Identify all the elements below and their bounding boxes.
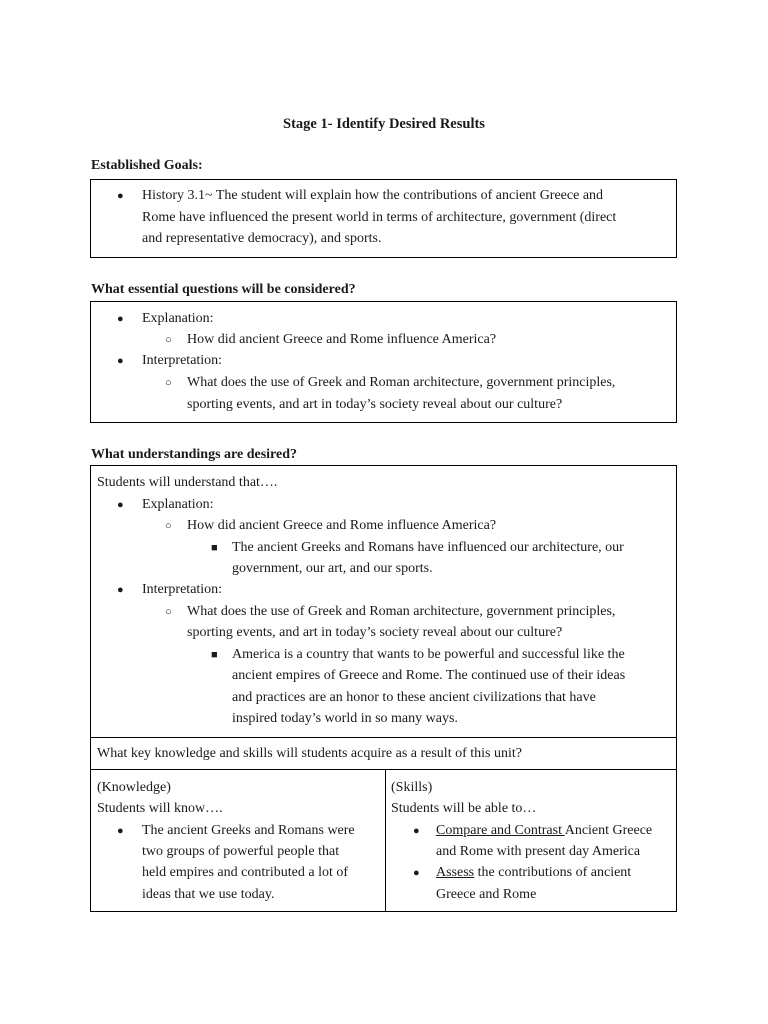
filled-bullet-icon: ● [117, 190, 124, 202]
interpretation-label: Interpretation: [142, 353, 223, 368]
skills-label: (Skills) [391, 780, 433, 795]
hollow-bullet-icon: ○ [165, 377, 172, 389]
interpretation-question: sporting events, and art in today’s society reveal about our culture? [187, 625, 563, 640]
explanation-answer: government, our art, and our sports. [232, 561, 433, 576]
hollow-bullet-icon: ○ [165, 334, 172, 346]
questions-heading: What essential questions will be considered? [91, 282, 356, 297]
knowledge-skills-question: What key knowledge and skills will students acquire as a result of this unit? [97, 746, 522, 761]
interpretation-label: Interpretation: [142, 582, 223, 597]
understandings-table [90, 465, 677, 912]
table-divider [91, 737, 676, 738]
explanation-question: How did ancient Greece and Rome influence America? [187, 332, 497, 347]
table-divider [91, 769, 676, 770]
skill-text: the contributions of ancient [474, 865, 632, 880]
knowledge-intro: Students will know…. [97, 801, 223, 816]
filled-bullet-icon: ● [413, 825, 420, 837]
hollow-bullet-icon: ○ [165, 520, 172, 532]
knowledge-item: The ancient Greeks and Romans were [142, 823, 355, 838]
knowledge-item: two groups of powerful people that [142, 844, 340, 859]
skill-item [436, 862, 631, 884]
explanation-label: Explanation: [142, 497, 214, 512]
skill-verb: Compare and Contrast [436, 823, 565, 838]
explanation-answer: The ancient Greeks and Romans have influenced our architecture, our [232, 540, 624, 555]
interpretation-question: What does the use of Greek and Roman architecture, government principles, [187, 604, 616, 619]
skill-text: Ancient Greece [564, 823, 653, 838]
skill-item [436, 820, 652, 842]
explanation-label: Explanation: [142, 311, 214, 326]
filled-bullet-icon: ● [117, 355, 124, 367]
skills-intro: Students will be able to… [391, 801, 537, 816]
goals-heading: Established Goals: [91, 158, 203, 173]
interpretation-question: What does the use of Greek and Roman architecture, government principles, [187, 375, 616, 390]
filled-bullet-icon: ● [117, 584, 124, 596]
interpretation-answer: ancient empires of Greece and Rome. The continued use of their ideas [232, 668, 626, 683]
goal-line: and representative democracy), and sports. [142, 231, 382, 246]
hollow-bullet-icon: ○ [165, 606, 172, 618]
square-bullet-icon: ■ [211, 649, 218, 661]
column-divider [385, 769, 386, 911]
skill-item-cont: and Rome with present day America [436, 844, 641, 859]
filled-bullet-icon: ● [117, 825, 124, 837]
understandings-heading: What understandings are desired? [91, 447, 298, 462]
interpretation-answer: America is a country that wants to be powerful and successful like the [232, 647, 625, 662]
goal-line: Rome have influenced the present world in terms of architecture, government (direct [142, 210, 617, 225]
page-title: Stage 1- Identify Desired Results [283, 116, 485, 132]
explanation-question: How did ancient Greece and Rome influence America? [187, 518, 497, 533]
interpretation-answer: and practices are an honor to these ancient civilizations that have [232, 690, 596, 705]
skill-verb: Assess [436, 865, 475, 880]
interpretation-answer: inspired today’s world in so many ways. [232, 711, 458, 726]
filled-bullet-icon: ● [117, 499, 124, 511]
understandings-intro: Students will understand that…. [97, 475, 278, 490]
goals-box [90, 179, 677, 258]
questions-box [90, 301, 677, 423]
goal-line: History 3.1~ The student will explain how the contributions of ancient Greece and [142, 188, 604, 203]
filled-bullet-icon: ● [117, 313, 124, 325]
knowledge-label: (Knowledge) [97, 780, 171, 795]
knowledge-item: ideas that we use today. [142, 887, 275, 902]
square-bullet-icon: ■ [211, 542, 218, 554]
filled-bullet-icon: ● [413, 867, 420, 879]
skill-item-cont: Greece and Rome [436, 887, 537, 902]
knowledge-item: held empires and contributed a lot of [142, 865, 349, 880]
interpretation-question: sporting events, and art in today’s society reveal about our culture? [187, 397, 563, 412]
